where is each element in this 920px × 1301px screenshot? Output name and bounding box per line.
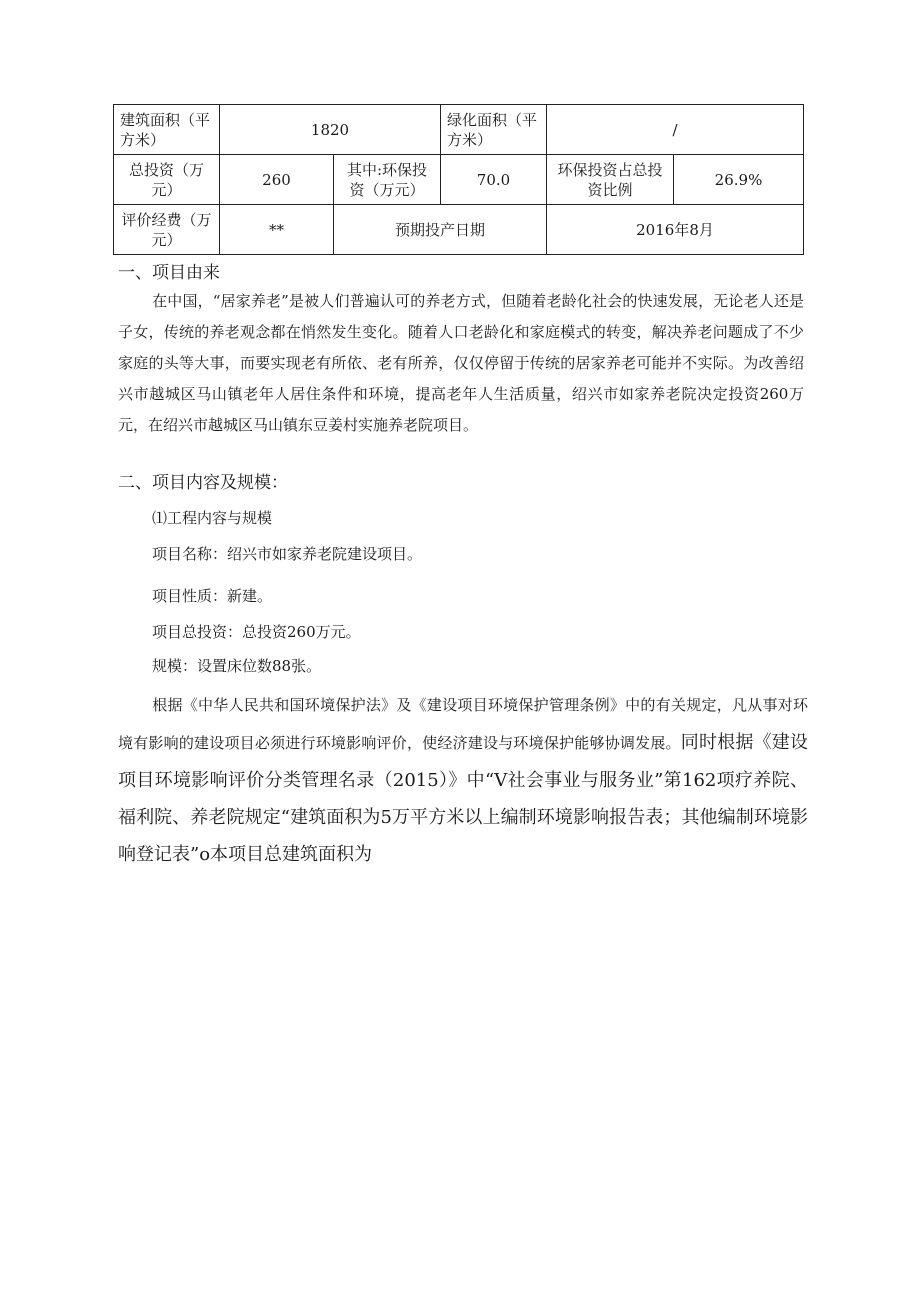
production-date-label: 预期投产日期 [334,205,547,255]
total-investment-label: 总投资（万元） [114,155,220,205]
env-ratio-label: 环保投资占总投资比例 [547,155,674,205]
total-investment-value: 260 [220,155,334,205]
project-scale: 规模：设置床位数88张。 [152,657,322,675]
env-ratio-value: 26.9% [674,155,804,205]
env-investment-label: 其中:环保投资（万元） [334,155,441,205]
section2-heading: 二、项目内容及规模： [118,473,288,493]
env-investment-value: 70.0 [441,155,547,205]
green-area-label: 绿化面积（平方米） [441,105,547,155]
project-name: 项目名称：绍兴市如家养老院建设项目。 [152,545,423,563]
table-row [114,155,804,205]
sub-heading: ⑴工程内容与规模 [152,509,273,527]
project-info-table [113,104,804,255]
eval-cost-label: 评价经费（万元） [114,205,220,255]
section2-paragraph-part2: 同时根据《建设项目环境影响评价分类管理名录（2015）》中“V社会事业与服务业”第162项疗养院、福利院、养老院规定“建筑面积为5万平方米以上编制环境影响报告表；其他编制环境影响登记表”o本项目总建筑面积为 [118,732,809,865]
table-row [114,205,804,255]
section1-paragraph [118,286,804,441]
building-area-value: 1820 [220,105,441,155]
section1-paragraph-text: 在中国，“居家养老”是被人们普遍认可的养老方式，但随着老龄化社会的快速发展，无论老人还是子女，传统的养老观念都在悄然发生变化。随着人口老龄化和家庭模式的转变，解决养老问题成了不少家庭的头等大事，而要实现老有所依、老有所养，仅仅停留于传统的居家养老可能并不实际。为改善绍兴市越城区马山镇老年人居住条件和环境，提高老年人生活质量，绍兴市如家养老院决定投资260万元，在绍兴市越城区马山镇东豆姜村实施养老院项目。 [118,292,804,434]
project-investment: 项目总投资：总投资260万元。 [152,623,361,641]
building-area-label: 建筑面积（平方米） [114,105,220,155]
section2-paragraph-part1: 根据《中华人民共和国环境保护法》及《建设项目环境保护管理条例》中的有关规定，凡从事对环境有影响的建设项目必须进行环境影响评价，使经济建设与环境保护能够协调发展。 [118,696,808,752]
section1-heading: 一、项目由来 [118,263,220,283]
section2-paragraph [118,686,808,873]
table-row [114,105,804,155]
production-date-value: 2016年8月 [547,205,804,255]
green-area-value: / [547,105,804,155]
project-nature: 项目性质：新建。 [152,587,273,605]
eval-cost-value: ** [220,205,334,255]
